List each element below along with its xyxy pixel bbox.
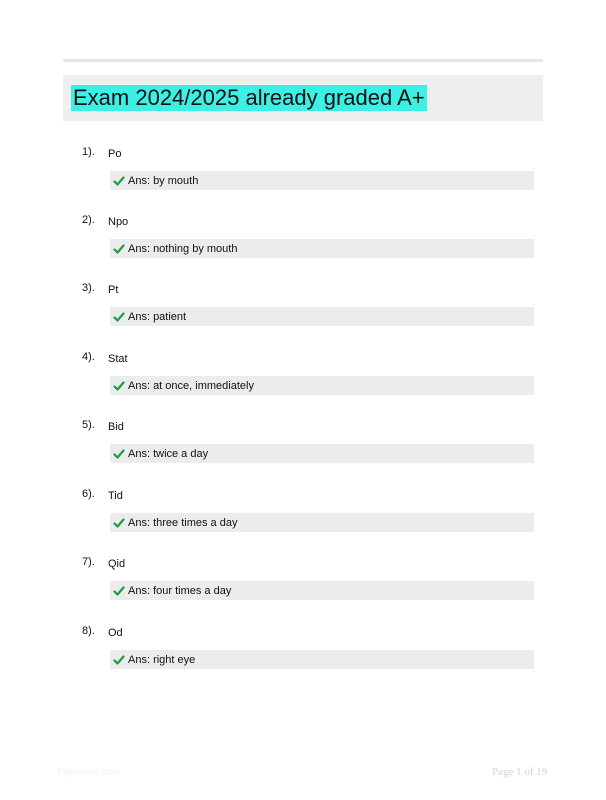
answer-text: Ans: by mouth bbox=[128, 174, 199, 187]
page-indicator: Page 1 of 19 bbox=[492, 766, 548, 778]
check-icon bbox=[113, 175, 125, 187]
question-term: Qid bbox=[108, 558, 126, 570]
answer-box bbox=[110, 581, 534, 600]
question-number: 2). bbox=[82, 214, 95, 226]
question-term: Bid bbox=[108, 421, 124, 433]
check-icon bbox=[113, 517, 125, 529]
answer-box bbox=[110, 513, 534, 532]
question-term: Pt bbox=[108, 284, 119, 296]
answer-box bbox=[110, 307, 534, 326]
answer-box bbox=[110, 650, 534, 669]
answer-text: Ans: nothing by mouth bbox=[128, 242, 238, 255]
question-item bbox=[0, 350, 606, 410]
answer-box bbox=[110, 444, 534, 463]
answer-text: Ans: four times a day bbox=[128, 584, 232, 597]
answer-text: Ans: twice a day bbox=[128, 447, 209, 460]
question-item bbox=[0, 281, 606, 341]
watermark: Paperstic.com bbox=[57, 767, 121, 778]
question-term: Od bbox=[108, 627, 123, 639]
question-item bbox=[0, 213, 606, 273]
question-term: Stat bbox=[108, 353, 128, 365]
answer-text: Ans: three times a day bbox=[128, 516, 238, 529]
check-icon bbox=[113, 243, 125, 255]
question-item bbox=[0, 418, 606, 478]
answer-box bbox=[110, 239, 534, 258]
answer-box bbox=[110, 376, 534, 395]
answer-text: Ans: at once, immediately bbox=[128, 379, 254, 392]
question-term: Npo bbox=[108, 216, 129, 228]
check-icon bbox=[113, 654, 125, 666]
question-number: 6). bbox=[82, 488, 95, 500]
check-icon bbox=[113, 585, 125, 597]
question-number: 5). bbox=[82, 419, 95, 431]
question-item bbox=[0, 145, 606, 205]
question-term: Tid bbox=[108, 490, 123, 502]
question-number: 3). bbox=[82, 282, 95, 294]
question-number: 4). bbox=[82, 351, 95, 363]
check-icon bbox=[113, 448, 125, 460]
question-number: 7). bbox=[82, 556, 95, 568]
question-item bbox=[0, 624, 606, 684]
answer-text: Ans: right eye bbox=[128, 653, 196, 666]
question-term: Po bbox=[108, 148, 122, 160]
page-title: Exam 2024/2025 already graded A+ bbox=[73, 85, 425, 110]
question-item bbox=[0, 555, 606, 615]
question-number: 8). bbox=[82, 625, 95, 637]
answer-box bbox=[110, 171, 534, 190]
check-icon bbox=[113, 380, 125, 392]
question-number: 1). bbox=[82, 146, 95, 158]
answer-text: Ans: patient bbox=[128, 310, 187, 323]
check-icon bbox=[113, 311, 125, 323]
question-item bbox=[0, 487, 606, 547]
